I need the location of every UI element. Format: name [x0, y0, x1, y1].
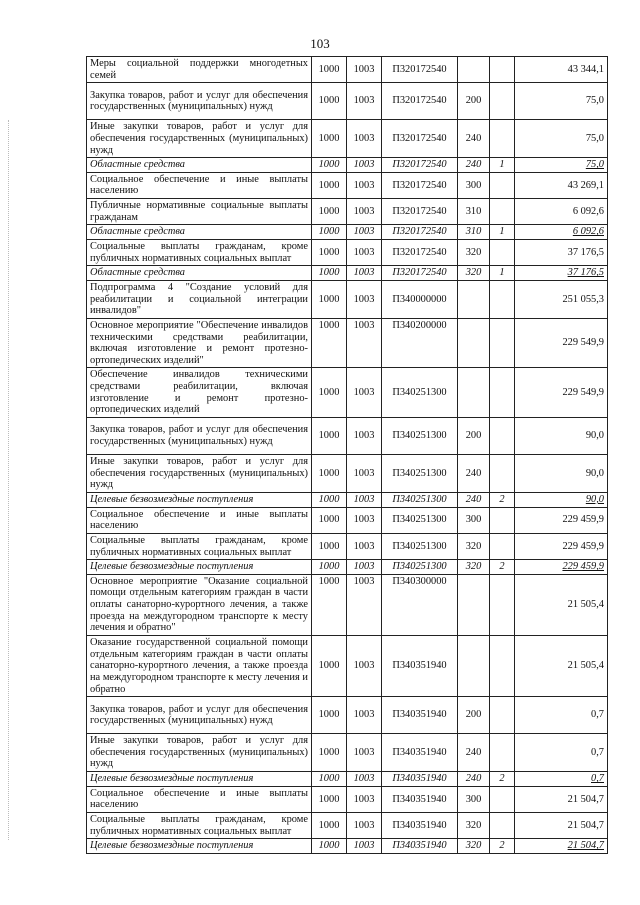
cell-subsection-code: 1003 — [347, 786, 382, 812]
table-row — [87, 418, 608, 455]
cell-section-code: 1000 — [312, 418, 347, 455]
cell-expense-type-code — [458, 368, 490, 418]
cell-subsection-code: 1003 — [347, 240, 382, 266]
cell-amount: 21 504,7 — [515, 786, 608, 812]
cell-expense-type-code: 320 — [458, 533, 490, 559]
cell-funding-source-code — [490, 455, 515, 493]
cell-section-code: 1000 — [312, 772, 347, 787]
cell-amount: 229 459,9 — [515, 507, 608, 533]
cell-funding-source-code: 2 — [490, 839, 515, 854]
cell-subsection-code: 1003 — [347, 57, 382, 83]
cell-row-name: Областные средства — [87, 158, 312, 173]
cell-expense-type-code: 200 — [458, 418, 490, 455]
cell-expense-type-code: 300 — [458, 172, 490, 198]
cell-row-name: Социальное обеспечение и иные выплаты населению — [87, 172, 312, 198]
cell-amount: 37 176,5 — [515, 240, 608, 266]
cell-amount: 75,0 — [515, 120, 608, 158]
cell-target-article-code: П320172540 — [382, 57, 458, 83]
cell-amount: 37 176,5 — [515, 266, 608, 281]
cell-row-name: Областные средства — [87, 266, 312, 281]
cell-amount: 21 505,4 — [515, 574, 608, 635]
cell-section-code: 1000 — [312, 120, 347, 158]
cell-funding-source-code: 1 — [490, 225, 515, 240]
table-row-funding-source — [87, 158, 608, 173]
cell-expense-type-code: 320 — [458, 240, 490, 266]
cell-amount: 75,0 — [515, 158, 608, 173]
cell-target-article-code: П340251300 — [382, 492, 458, 507]
cell-expense-type-code: 240 — [458, 734, 490, 772]
cell-subsection-code: 1003 — [347, 199, 382, 225]
cell-section-code: 1000 — [312, 199, 347, 225]
table-row — [87, 786, 608, 812]
cell-target-article-code: П320172540 — [382, 172, 458, 198]
cell-target-article-code: П340351940 — [382, 697, 458, 734]
cell-amount: 251 055,3 — [515, 280, 608, 318]
cell-amount: 229 549,9 — [515, 368, 608, 418]
cell-target-article-code: П320172540 — [382, 266, 458, 281]
cell-section-code: 1000 — [312, 158, 347, 173]
cell-subsection-code: 1003 — [347, 533, 382, 559]
cell-section-code: 1000 — [312, 368, 347, 418]
cell-amount: 0,7 — [515, 734, 608, 772]
cell-expense-type-code: 200 — [458, 83, 490, 120]
cell-target-article-code: П320172540 — [382, 83, 458, 120]
cell-row-name: Целевые безвозмездные поступления — [87, 560, 312, 575]
cell-expense-type-code: 310 — [458, 225, 490, 240]
table-row — [87, 455, 608, 493]
cell-target-article-code: П320172540 — [382, 240, 458, 266]
cell-funding-source-code — [490, 574, 515, 635]
table-row — [87, 280, 608, 318]
cell-row-name: Закупка товаров, работ и услуг для обеспечения государственных (муниципальных) нужд — [87, 83, 312, 120]
cell-funding-source-code — [490, 368, 515, 418]
cell-row-name: Иные закупки товаров, работ и услуг для обеспечения государственных (муниципальных) нужд — [87, 120, 312, 158]
cell-section-code: 1000 — [312, 455, 347, 493]
cell-row-name: Целевые безвозмездные поступления — [87, 772, 312, 787]
cell-target-article-code: П320172540 — [382, 199, 458, 225]
cell-subsection-code: 1003 — [347, 318, 382, 368]
cell-section-code: 1000 — [312, 240, 347, 266]
cell-funding-source-code — [490, 635, 515, 696]
cell-funding-source-code — [490, 120, 515, 158]
cell-section-code: 1000 — [312, 533, 347, 559]
cell-target-article-code: П340200000 — [382, 318, 458, 368]
cell-expense-type-code: 320 — [458, 266, 490, 281]
cell-row-name: Основное мероприятие "Оказание социальной помощи отдельным категориям граждан в части оплаты санаторно-курортного лечения, а также проезда на междугородном транспорте к месту лечения и обратно" — [87, 574, 312, 635]
cell-target-article-code: П340251300 — [382, 507, 458, 533]
table-row-funding-source — [87, 266, 608, 281]
cell-funding-source-code — [490, 83, 515, 120]
cell-funding-source-code: 1 — [490, 266, 515, 281]
cell-row-name: Социальное обеспечение и иные выплаты населению — [87, 507, 312, 533]
cell-expense-type-code: 200 — [458, 697, 490, 734]
cell-expense-type-code — [458, 574, 490, 635]
cell-section-code: 1000 — [312, 786, 347, 812]
cell-row-name: Подпрограмма 4 "Создание условий для реабилитации и социальной интеграции инвалидов" — [87, 280, 312, 318]
cell-subsection-code: 1003 — [347, 83, 382, 120]
cell-subsection-code: 1003 — [347, 172, 382, 198]
table-row-funding-source — [87, 492, 608, 507]
budget-table — [86, 56, 608, 854]
cell-target-article-code: П340251300 — [382, 418, 458, 455]
table-row — [87, 697, 608, 734]
cell-row-name: Публичные нормативные социальные выплаты гражданам — [87, 199, 312, 225]
cell-subsection-code: 1003 — [347, 418, 382, 455]
table-row — [87, 574, 608, 635]
cell-funding-source-code: 2 — [490, 560, 515, 575]
cell-funding-source-code — [490, 507, 515, 533]
cell-expense-type-code — [458, 280, 490, 318]
cell-amount: 0,7 — [515, 697, 608, 734]
cell-subsection-code: 1003 — [347, 734, 382, 772]
cell-section-code: 1000 — [312, 172, 347, 198]
table-row — [87, 83, 608, 120]
cell-row-name: Социальные выплаты гражданам, кроме публичных нормативных социальных выплат — [87, 240, 312, 266]
cell-amount: 229 549,9 — [515, 318, 608, 368]
cell-expense-type-code: 240 — [458, 158, 490, 173]
cell-row-name: Закупка товаров, работ и услуг для обеспечения государственных (муниципальных) нужд — [87, 697, 312, 734]
cell-subsection-code: 1003 — [347, 120, 382, 158]
cell-row-name: Обеспечение инвалидов техническими средствами реабилитации, включая изготовление и ремонт протезно-ортопедических изделий — [87, 368, 312, 418]
cell-funding-source-code — [490, 418, 515, 455]
cell-target-article-code: П340351940 — [382, 772, 458, 787]
cell-row-name: Закупка товаров, работ и услуг для обеспечения государственных (муниципальных) нужд — [87, 418, 312, 455]
table-row — [87, 120, 608, 158]
cell-row-name: Социальное обеспечение и иные выплаты населению — [87, 786, 312, 812]
cell-funding-source-code: 1 — [490, 158, 515, 173]
cell-expense-type-code: 240 — [458, 120, 490, 158]
cell-subsection-code: 1003 — [347, 635, 382, 696]
cell-target-article-code: П320172540 — [382, 225, 458, 240]
table-row — [87, 635, 608, 696]
cell-subsection-code: 1003 — [347, 574, 382, 635]
cell-row-name: Основное мероприятие "Обеспечение инвалидов техническими средствами реабилитации, включая изготовление и ремонт протезно-ортопедических изделий" — [87, 318, 312, 368]
table-row — [87, 199, 608, 225]
cell-expense-type-code: 310 — [458, 199, 490, 225]
cell-expense-type-code — [458, 635, 490, 696]
cell-section-code: 1000 — [312, 560, 347, 575]
scan-margin-line — [8, 120, 9, 840]
cell-amount: 21 505,4 — [515, 635, 608, 696]
cell-section-code: 1000 — [312, 734, 347, 772]
cell-amount: 90,0 — [515, 455, 608, 493]
cell-target-article-code: П340351940 — [382, 839, 458, 854]
cell-amount: 229 459,9 — [515, 560, 608, 575]
cell-target-article-code: П340251300 — [382, 533, 458, 559]
table-row — [87, 172, 608, 198]
cell-section-code: 1000 — [312, 266, 347, 281]
cell-expense-type-code: 300 — [458, 507, 490, 533]
table-row — [87, 240, 608, 266]
cell-target-article-code: П340251300 — [382, 560, 458, 575]
cell-amount: 6 092,6 — [515, 199, 608, 225]
cell-amount: 90,0 — [515, 418, 608, 455]
cell-section-code: 1000 — [312, 839, 347, 854]
cell-funding-source-code — [490, 318, 515, 368]
cell-section-code: 1000 — [312, 280, 347, 318]
cell-funding-source-code — [490, 280, 515, 318]
cell-expense-type-code: 320 — [458, 560, 490, 575]
cell-amount: 21 504,7 — [515, 813, 608, 839]
cell-target-article-code: П340300000 — [382, 574, 458, 635]
cell-subsection-code: 1003 — [347, 560, 382, 575]
cell-row-name: Целевые безвозмездные поступления — [87, 492, 312, 507]
cell-expense-type-code: 320 — [458, 839, 490, 854]
cell-amount: 21 504,7 — [515, 839, 608, 854]
table-row — [87, 507, 608, 533]
table-row — [87, 813, 608, 839]
cell-amount: 229 459,9 — [515, 533, 608, 559]
cell-section-code: 1000 — [312, 574, 347, 635]
cell-expense-type-code: 240 — [458, 492, 490, 507]
cell-section-code: 1000 — [312, 318, 347, 368]
cell-amount: 90,0 — [515, 492, 608, 507]
cell-amount: 0,7 — [515, 772, 608, 787]
table-row-funding-source — [87, 839, 608, 854]
cell-subsection-code: 1003 — [347, 813, 382, 839]
cell-expense-type-code — [458, 57, 490, 83]
cell-row-name: Оказание государственной социальной помощи отдельным категориям граждан в части оплаты санаторно-курортного лечения, а также проезда на междугородном транспорте к месту лечения и обратно — [87, 635, 312, 696]
cell-funding-source-code — [490, 240, 515, 266]
cell-funding-source-code: 2 — [490, 492, 515, 507]
cell-expense-type-code: 240 — [458, 455, 490, 493]
table-row — [87, 533, 608, 559]
cell-target-article-code: П340351940 — [382, 635, 458, 696]
cell-target-article-code: П320172540 — [382, 120, 458, 158]
cell-funding-source-code — [490, 172, 515, 198]
cell-row-name: Иные закупки товаров, работ и услуг для обеспечения государственных (муниципальных) нужд — [87, 734, 312, 772]
cell-expense-type-code: 240 — [458, 772, 490, 787]
cell-funding-source-code — [490, 57, 515, 83]
cell-subsection-code: 1003 — [347, 158, 382, 173]
cell-subsection-code: 1003 — [347, 280, 382, 318]
cell-section-code: 1000 — [312, 635, 347, 696]
cell-row-name: Целевые безвозмездные поступления — [87, 839, 312, 854]
cell-funding-source-code: 2 — [490, 772, 515, 787]
cell-section-code: 1000 — [312, 57, 347, 83]
budget-table-body — [87, 57, 608, 854]
cell-funding-source-code — [490, 533, 515, 559]
cell-row-name: Социальные выплаты гражданам, кроме публичных нормативных социальных выплат — [87, 813, 312, 839]
cell-funding-source-code — [490, 813, 515, 839]
cell-funding-source-code — [490, 199, 515, 225]
cell-expense-type-code — [458, 318, 490, 368]
cell-subsection-code: 1003 — [347, 225, 382, 240]
cell-row-name: Иные закупки товаров, работ и услуг для обеспечения государственных (муниципальных) нужд — [87, 455, 312, 493]
cell-target-article-code: П340351940 — [382, 786, 458, 812]
cell-target-article-code: П320172540 — [382, 158, 458, 173]
cell-subsection-code: 1003 — [347, 507, 382, 533]
cell-subsection-code: 1003 — [347, 492, 382, 507]
page-number: 103 — [310, 36, 330, 51]
cell-amount: 6 092,6 — [515, 225, 608, 240]
cell-target-article-code: П340251300 — [382, 368, 458, 418]
table-row — [87, 368, 608, 418]
cell-section-code: 1000 — [312, 813, 347, 839]
cell-expense-type-code: 320 — [458, 813, 490, 839]
cell-target-article-code: П340351940 — [382, 734, 458, 772]
cell-section-code: 1000 — [312, 225, 347, 240]
cell-subsection-code: 1003 — [347, 839, 382, 854]
cell-target-article-code: П340000000 — [382, 280, 458, 318]
cell-funding-source-code — [490, 786, 515, 812]
cell-section-code: 1000 — [312, 507, 347, 533]
cell-expense-type-code: 300 — [458, 786, 490, 812]
cell-target-article-code: П340351940 — [382, 813, 458, 839]
table-row — [87, 318, 608, 368]
table-row — [87, 57, 608, 83]
table-row-funding-source — [87, 560, 608, 575]
table-row-funding-source — [87, 225, 608, 240]
cell-subsection-code: 1003 — [347, 266, 382, 281]
cell-row-name: Меры социальной поддержки многодетных семей — [87, 57, 312, 83]
cell-amount: 43 269,1 — [515, 172, 608, 198]
table-row — [87, 734, 608, 772]
cell-subsection-code: 1003 — [347, 455, 382, 493]
cell-amount: 75,0 — [515, 83, 608, 120]
cell-section-code: 1000 — [312, 83, 347, 120]
cell-section-code: 1000 — [312, 697, 347, 734]
cell-section-code: 1000 — [312, 492, 347, 507]
cell-funding-source-code — [490, 734, 515, 772]
table-row-funding-source — [87, 772, 608, 787]
cell-target-article-code: П340251300 — [382, 455, 458, 493]
cell-amount: 43 344,1 — [515, 57, 608, 83]
cell-subsection-code: 1003 — [347, 368, 382, 418]
cell-subsection-code: 1003 — [347, 697, 382, 734]
cell-row-name: Социальные выплаты гражданам, кроме публичных нормативных социальных выплат — [87, 533, 312, 559]
cell-row-name: Областные средства — [87, 225, 312, 240]
cell-funding-source-code — [490, 697, 515, 734]
cell-subsection-code: 1003 — [347, 772, 382, 787]
